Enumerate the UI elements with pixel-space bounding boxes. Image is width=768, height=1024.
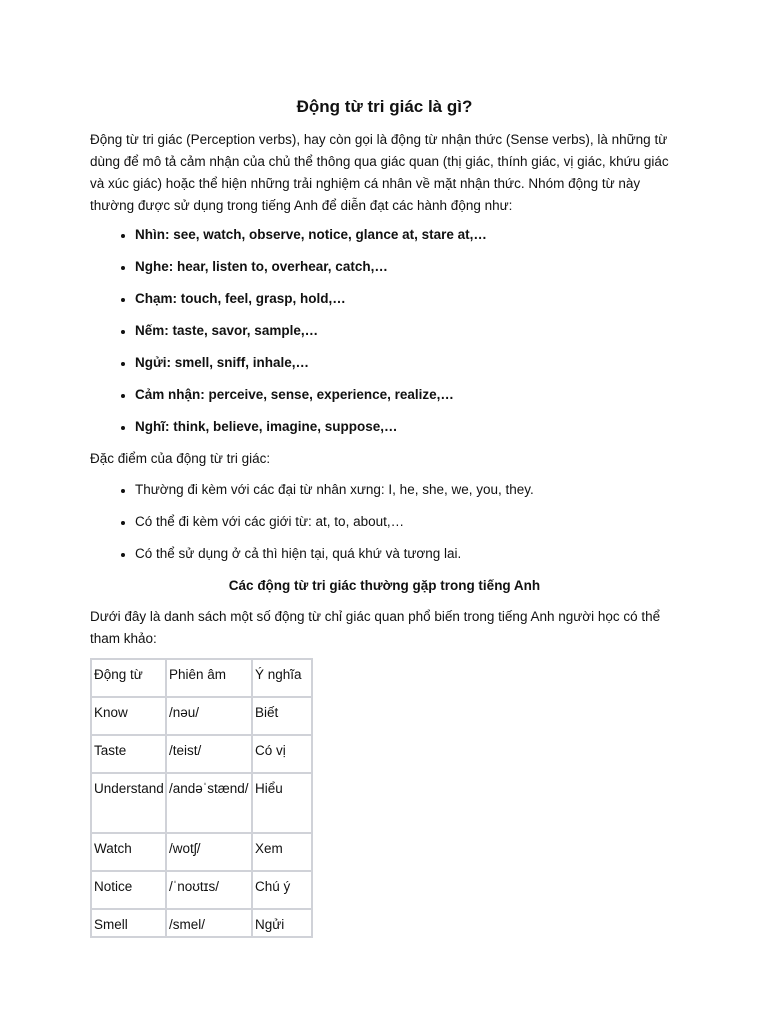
list-item: • Nghĩ: think, believe, imagine, suppose,… xyxy=(135,416,679,438)
table-cell: Chú ý xyxy=(252,871,312,909)
table-cell: Có vị xyxy=(252,735,312,773)
table-cell: /teist/ xyxy=(166,735,252,773)
table-cell: Understand xyxy=(91,773,166,833)
section-heading: Các động từ tri giác thường gặp trong tiếng Anh xyxy=(228,578,541,593)
features-label: Đặc điểm của động từ tri giác: xyxy=(90,451,271,466)
verbs-table xyxy=(90,658,313,938)
table-cell: Taste xyxy=(91,735,166,773)
table-cell: /ˈnoʊtɪs/ xyxy=(166,871,252,909)
features-list xyxy=(90,479,679,565)
table-cell: Biết xyxy=(252,697,312,735)
table-cell: /andəˈstænd/ xyxy=(166,773,252,833)
table-row xyxy=(91,909,312,937)
intro-paragraph: Động từ tri giác (Perception verbs), hay còn gọi là động từ nhận thức (Sense verbs), là những từ dùng để mô tả cảm nhận của chủ thể thông qua giác quan (thị giác, thính giác, vị giác, khứu giác và xúc giác) hoặc thể hiện những trải nghiệm cá nhân về mặt nhận thức. Nhóm động từ này thường được sử dụng trong tiếng Anh để diễn đạt các hành động như: xyxy=(90,132,669,213)
perception-category-list xyxy=(90,224,679,438)
table-cell: /wotʃ/ xyxy=(166,833,252,871)
table-row xyxy=(91,871,312,909)
table-row xyxy=(91,697,312,735)
list-item: • Thường đi kèm với các đại từ nhân xưng: I, he, she, we, you, they. xyxy=(135,479,679,501)
table-row xyxy=(91,833,312,871)
table-cell: Know xyxy=(91,697,166,735)
list-item: • Chạm: touch, feel, grasp, hold,… xyxy=(135,288,679,310)
list-item: • Nếm: taste, savor, sample,… xyxy=(135,320,679,342)
list-item: • Nghe: hear, listen to, overhear, catch,… xyxy=(135,256,679,278)
list-item: • Có thể sử dụng ở cả thì hiện tại, quá khứ và tương lai. xyxy=(135,543,679,565)
list-intro-paragraph: Dưới đây là danh sách một số động từ chỉ giác quan phổ biến trong tiếng Anh người học có thể tham khảo: xyxy=(90,609,661,646)
table-header-cell: Phiên âm xyxy=(166,659,252,697)
table-cell: Watch xyxy=(91,833,166,871)
table-row xyxy=(91,735,312,773)
list-item: • Ngửi: smell, sniff, inhale,… xyxy=(135,352,679,374)
table-cell: /smel/ xyxy=(166,909,252,937)
page-title: Động từ tri giác là gì? xyxy=(296,97,473,116)
list-item: • Có thể đi kèm với các giới từ: at, to, about,… xyxy=(135,511,679,533)
table-header-cell: Ý nghĩa xyxy=(252,659,312,697)
list-item: • Nhìn: see, watch, observe, notice, glance at, stare at,… xyxy=(135,224,679,246)
table-cell: Xem xyxy=(252,833,312,871)
list-item: • Cảm nhận: perceive, sense, experience, realize,… xyxy=(135,384,679,406)
table-cell: Smell xyxy=(91,909,166,937)
table-cell: Ngửi xyxy=(252,909,312,937)
table-row xyxy=(91,773,312,833)
table-header-cell: Động từ xyxy=(91,659,166,697)
table-cell: /nəu/ xyxy=(166,697,252,735)
table-cell: Notice xyxy=(91,871,166,909)
table-header-row xyxy=(91,659,312,697)
table-cell: Hiểu xyxy=(252,773,312,833)
